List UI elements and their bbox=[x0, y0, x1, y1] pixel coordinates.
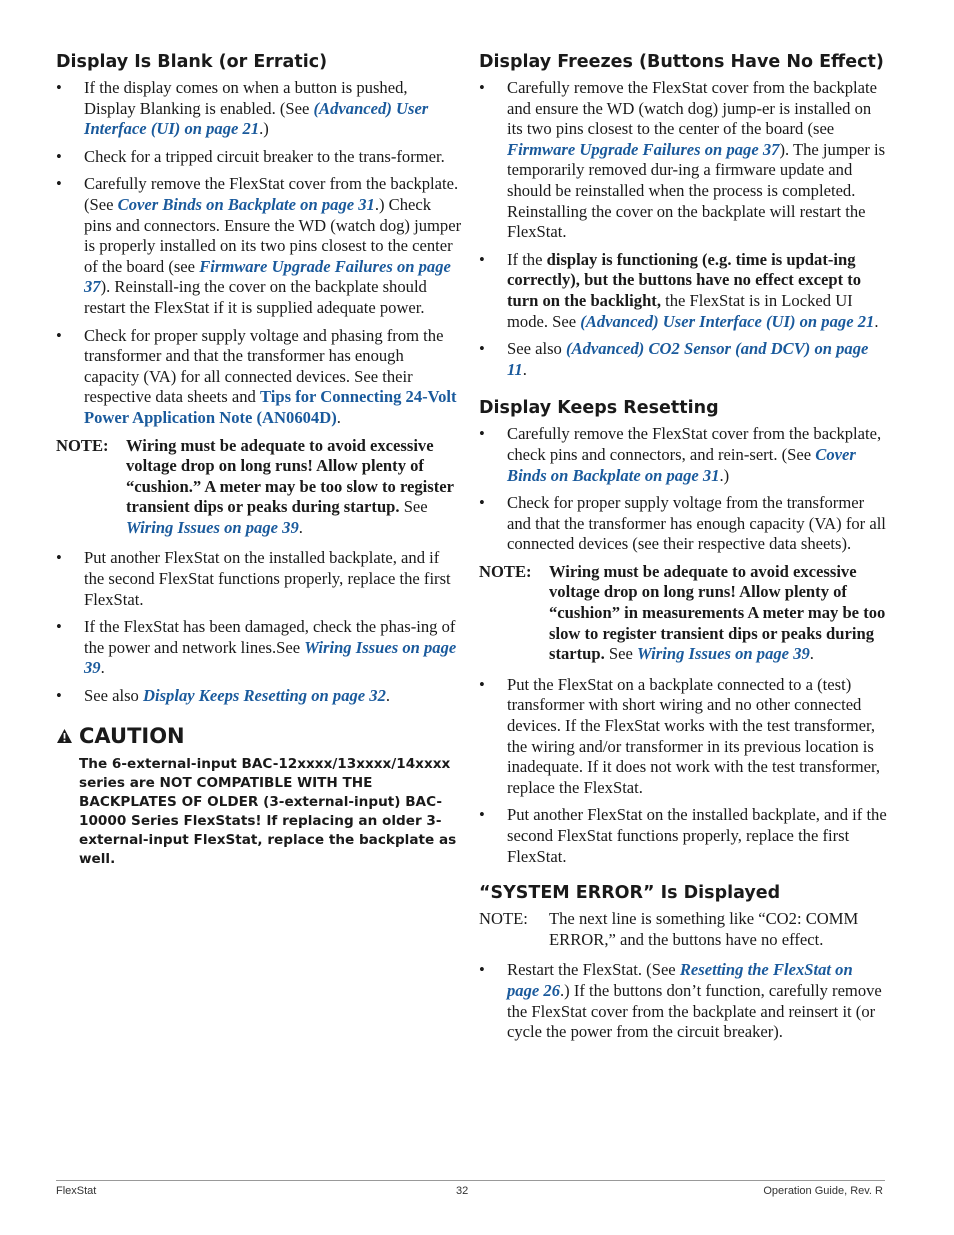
list-item: • Check for proper supply voltage from the transformer and that the transformer has enough capacity (VA) for all connected devices (see their respective data sheets). bbox=[479, 493, 887, 555]
link-tips-24v-power[interactable]: Tips for Connecting 24-Volt Power Application Note (AN0604D) bbox=[84, 387, 457, 427]
heading-display-keeps-resetting: Display Keeps Resetting bbox=[479, 398, 719, 419]
caution-box bbox=[56, 723, 462, 869]
link-co2-sensor[interactable]: (Advanced) CO2 Sensor (and DCV) on page 11 bbox=[507, 339, 869, 379]
list-item: • Carefully remove the FlexStat cover from the backplate. (See Cover Binds on Backplate on page 31.) Check pins and connectors. Ensure the WD (watch dog) jumper is properly installed on its two pins closest to the center of the board (see Firmware Upgrade Failures on page 37). Reinstall-ing the cover on the backplate should restart the FlexStat if it is supplied adequate power. bbox=[56, 174, 462, 318]
link-display-keeps-resetting[interactable]: Display Keeps Resetting on page 32 bbox=[143, 686, 386, 706]
resetting-list-continued bbox=[479, 675, 887, 867]
list-item: • Put the FlexStat on a backplate connected to a (test) transformer with short wiring and no other connected devices. If the FlexStat works with the test transformer, the wiring and/or transformer in its previous location is inadequate. If it does not work with the test transformer, replace the FlexStat. bbox=[479, 675, 887, 799]
list-item: • Carefully remove the FlexStat cover from the backplate, check pins and connectors, and rein-sert. (See Cover Binds on Backplate on page 31.) bbox=[479, 424, 887, 486]
link-wiring-issues[interactable]: Wiring Issues on page 39 bbox=[84, 637, 457, 678]
list-item: • Restart the FlexStat. (See Resetting the FlexStat on page 26.) If the buttons don’t function, carefully remove the FlexStat cover from the backplate and reinsert it (or cycle the power from the circuit breaker). bbox=[479, 960, 887, 1042]
link-advanced-ui[interactable]: (Advanced) User Interface (UI) on page 21 bbox=[580, 311, 875, 331]
link-cover-binds[interactable]: Cover Binds on Backplate on page 31 bbox=[507, 444, 856, 485]
note-body: The next line is something like “CO2: COMM ERROR,” and the buttons have no effect. bbox=[549, 909, 859, 949]
list-item: • Check for proper supply voltage and phasing from the transformer and that the transformer has enough capacity (VA) for all connected devices. See their respective data sheets and Tips for Connecting 24-Volt Power Application Note (AN0604D). bbox=[56, 326, 462, 429]
system-error-list bbox=[479, 960, 887, 1042]
resetting-list bbox=[479, 424, 887, 555]
link-firmware-upgrade[interactable]: Firmware Upgrade Failures on page 37 bbox=[84, 256, 451, 297]
link-advanced-ui[interactable]: (Advanced) User Interface (UI) on page 21 bbox=[84, 98, 429, 139]
footer-page-number: 32 bbox=[456, 1185, 469, 1197]
footer-doc-title: Operation Guide, Rev. R bbox=[763, 1185, 883, 1197]
note-label: NOTE: bbox=[56, 435, 109, 455]
page-footer bbox=[56, 1180, 885, 1197]
link-wiring-issues[interactable]: Wiring Issues on page 39 bbox=[637, 644, 810, 664]
note-body: Wiring must be adequate to avoid excessive voltage drop on long runs! Allow plenty of “cushion” in measurements A meter may be too slow to register transient dips or peaks during startup. See Wiring Issues on page 39. bbox=[549, 561, 886, 664]
note-body: Wiring must be adequate to avoid excessive voltage drop on long runs! Allow plenty of “cushion.” A meter may be too slow to register transient dips or peaks during startup. See Wiring Issues on page 39. bbox=[126, 435, 454, 537]
list-item: • Put another FlexStat on the installed backplate, and if the second FlexStat functions properly, replace the first FlexStat. bbox=[479, 805, 887, 867]
warning-triangle-icon bbox=[56, 728, 73, 744]
list-item: • If the display is functioning (e.g. time is updat-ing correctly), but the buttons have no effect except to turn on the backlight, the FlexStat is in Locked UI mode. See (Advanced) User Interface (UI) on page 21. bbox=[479, 250, 887, 332]
note-wiring-right bbox=[479, 562, 887, 665]
left-column bbox=[56, 50, 462, 869]
note-label: NOTE: bbox=[479, 561, 532, 581]
list-item: • Carefully remove the FlexStat cover from the backplate and ensure the WD (watch dog) jump-er is installed on its two pins closest to the center of the board (see Firmware Upgrade Failures on page 37). The jumper is temporarily removed dur-ing a firmware update and should be reinstalled when the process is completed. Reinstalling the cover on the backplate will restart the FlexStat. bbox=[479, 78, 887, 243]
link-wiring-issues[interactable]: Wiring Issues on page 39 bbox=[126, 517, 299, 537]
list-item: • If the display comes on when a button is pushed, Display Blanking is enabled. (See (Advanced) User Interface (UI) on page 21.) bbox=[56, 78, 462, 140]
note-system-error bbox=[479, 909, 887, 950]
blank-list bbox=[56, 78, 462, 429]
heading-display-freezes: Display Freezes (Buttons Have No Effect) bbox=[479, 52, 884, 72]
list-item: • Check for a tripped circuit breaker to the trans-former. bbox=[56, 147, 462, 168]
blank-list-continued bbox=[56, 548, 462, 706]
caution-title: CAUTION bbox=[56, 723, 462, 749]
caution-body: The 6-external-input BAC-12xxxx/13xxxx/14xxxx series are NOT COMPATIBLE WITH THE BACKPLATES OF OLDER (3-external-input) BAC-10000 Series FlexStats! If replacing an older 3-external-input FlexStat, replace the backplate as well. bbox=[79, 755, 457, 867]
list-item: • See also Display Keeps Resetting on page 32. bbox=[56, 686, 462, 707]
note-wiring-left bbox=[56, 436, 462, 539]
freezes-list bbox=[479, 78, 887, 380]
list-item: • If the FlexStat has been damaged, check the phas-ing of the power and network lines.See Wiring Issues on page 39. bbox=[56, 617, 462, 679]
note-label: NOTE: bbox=[479, 909, 528, 929]
list-item: • Put another FlexStat on the installed backplate, and if the second FlexStat functions properly, replace the first FlexStat. bbox=[56, 548, 462, 610]
link-firmware-upgrade[interactable]: Firmware Upgrade Failures on page 37 bbox=[507, 139, 780, 159]
heading-system-error: “SYSTEM ERROR” Is Displayed bbox=[479, 883, 781, 904]
right-column bbox=[479, 50, 887, 1050]
heading-display-blank: Display Is Blank (or Erratic) bbox=[56, 52, 328, 72]
footer-product: FlexStat bbox=[56, 1185, 97, 1197]
list-item: • See also (Advanced) CO2 Sensor (and DCV) on page 11. bbox=[479, 339, 887, 380]
link-cover-binds[interactable]: Cover Binds on Backplate on page 31 bbox=[117, 194, 375, 214]
link-resetting-flexstat[interactable]: Resetting the FlexStat on page 26 bbox=[507, 960, 853, 1000]
